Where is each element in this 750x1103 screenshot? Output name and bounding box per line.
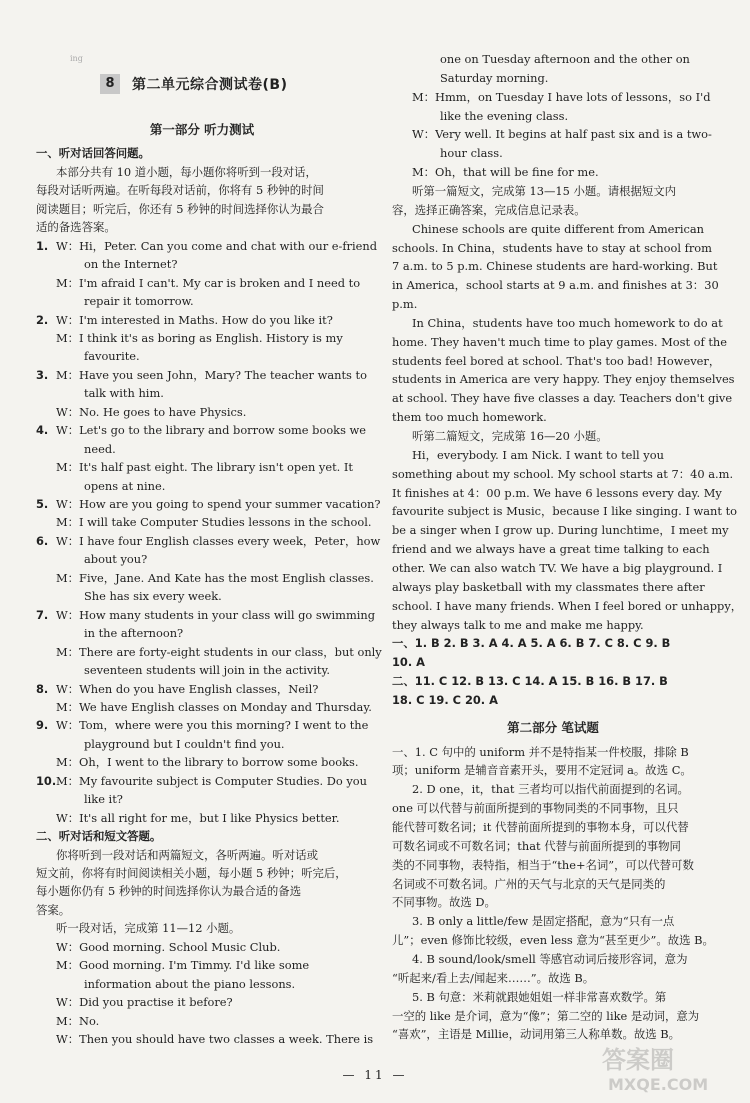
section-title: 第二部分 笔试题 <box>507 719 599 735</box>
question-line <box>36 532 380 550</box>
text-line: Hi，everybody. I am Nick. I want to tell you <box>412 447 664 462</box>
question-text: W：When do you have English classes，Neil? <box>56 681 319 696</box>
question-number: 1. <box>36 238 49 253</box>
part-heading: 二、听对话和短文答题。 <box>36 829 162 844</box>
unit-heading <box>100 74 287 94</box>
text-line: 每段对话听两遍。在听每段对话前，你将有 5 秒钟的时间 <box>36 183 324 198</box>
text-line: M：Oh，I went to the library to borrow some books. <box>56 755 359 770</box>
question-line <box>36 680 318 698</box>
text-line: 听第一篇短文，完成第 13—15 小题。请根据短文内 <box>412 183 677 198</box>
text-line: 项；uniform 是辅音音素开头，要用不定冠词 a。故选 C。 <box>392 763 692 778</box>
text-line: M：Oh，that will be fine for me. <box>412 165 599 180</box>
answer-line: 二、11. C 12. B 13. C 14. A 15. B 16. B 17. B <box>392 674 668 689</box>
question-text: W：How many students in your class will go swimming <box>56 607 376 622</box>
question-text: W：I have four English classes every week，Peter，how <box>56 533 381 548</box>
text-line: 儿”；even 修饰比较级，even less 意为“甚至更少”。故选 B。 <box>392 933 714 948</box>
text-line: something about my school. My school starts at 7：40 a.m. <box>392 466 734 481</box>
text-line: repair it tomorrow. <box>84 294 194 309</box>
text-line: “喜欢”，主语是 Millie，动词用第三人称单数。故选 B。 <box>392 1027 681 1042</box>
question-number: 2. <box>36 312 49 327</box>
text-line: 3. B only a little/few 是固定搭配，意为“只有一点 <box>412 914 675 929</box>
question-text: W：Hi，Peter. Can you come and chat with our e-friend <box>56 238 378 253</box>
text-line: M：I think it's as boring as English. History is my <box>56 330 343 345</box>
text-line: be a singer when I grow up. During lunchtime，I meet my <box>392 523 729 538</box>
text-line: school. I have many friends. When I feel bored or unhappy， <box>392 598 743 613</box>
text-line: about you? <box>84 552 148 567</box>
text-line: She has six every week. <box>84 589 222 604</box>
text-line: 每小题你仍有 5 秒钟的时间选择你认为最合适的备选 <box>36 884 302 899</box>
text-line: one on Tuesday afternoon and the other on <box>440 52 690 66</box>
question-number: 10. <box>36 773 57 788</box>
text-line: 可数名词或不可数名词；that 代替与前面所提到的事物同 <box>392 838 681 853</box>
text-line: W：It's all right for me，but I like Physics better. <box>56 810 340 825</box>
text-line: like it? <box>84 792 123 807</box>
question-text: W：How are you going to spend your summer vacation? <box>56 497 381 511</box>
text-line: favourite. <box>84 349 140 364</box>
question-line <box>36 421 366 439</box>
text-line: 适的备选答案。 <box>36 220 116 235</box>
text-line: W：Then you should have two classes a week. There is <box>56 1032 374 1047</box>
text-line: M：There are forty-eight students in our class，but only <box>56 644 382 659</box>
text-line: 7 a.m. to 5 p.m. Chinese students are hard-working. But <box>392 259 718 274</box>
text-line: M：We have English classes on Monday and Thursday. <box>56 699 372 714</box>
question-number: 9. <box>36 718 49 733</box>
text-line: 名词或不可数名词。广州的天气与北京的天气是同类的 <box>392 876 666 891</box>
text-line: schools. In China，students have to stay at school from <box>392 240 712 255</box>
text-line: W：No. He goes to have Physics. <box>56 404 247 419</box>
answer-line: 一、1. B 2. B 3. A 4. A 5. A 6. B 7. C 8. C 9. B <box>392 636 671 651</box>
question-number: 4. <box>36 423 49 438</box>
text-line: in America，school starts at 9 a.m. and finishes at 3：30 <box>392 278 719 293</box>
text-line: 一、1. C 句中的 uniform 并不是特指某一件校服，排除 B <box>392 744 689 759</box>
text-line: like the evening class. <box>440 108 569 123</box>
text-line: opens at nine. <box>84 478 166 493</box>
text-line: students feel bored at school. That's too bad! However， <box>392 353 721 368</box>
text-line: 一空的 like 是介词，意为“像”；第二空的 like 是动词，意为 <box>392 1008 700 1023</box>
corner-mark: ing <box>70 54 83 63</box>
text-line: M：Five，Jane. And Kate has the most English classes. <box>56 570 374 585</box>
text-line: p.m. <box>392 297 418 312</box>
unit-number-badge: 8 <box>100 74 120 94</box>
question-line <box>36 366 367 384</box>
question-line <box>36 495 381 513</box>
watermark-sub: MXQE.COM <box>608 1075 709 1094</box>
answer-line: 18. C 19. C 20. A <box>392 692 498 707</box>
question-number: 6. <box>36 533 49 548</box>
question-number: 5. <box>36 497 49 511</box>
text-line: M：Hmm，on Tuesday I have lots of lessons，so I'd <box>412 89 711 104</box>
text-line: talk with him. <box>84 386 164 401</box>
text-line: 你将听到一段对话和两篇短文，各听两遍。听对话或 <box>56 847 318 862</box>
text-line: 答案。 <box>36 902 71 917</box>
text-line: Saturday morning. <box>440 70 549 85</box>
text-line: W：Did you practise it before? <box>56 995 233 1010</box>
text-line: favourite subject is Music，because I like singing. I want to <box>392 504 738 519</box>
text-line: 不同事物。故选 D。 <box>392 895 496 910</box>
text-line: on the Internet? <box>84 257 178 272</box>
text-line: friend and we always have a great time talking to each <box>392 542 710 557</box>
text-line: at school. They have five classes a day. Teachers don't give <box>392 391 733 406</box>
watermark-logo <box>598 1040 728 1096</box>
question-number: 8. <box>36 681 49 696</box>
text-line: seventeen students will join in the activity. <box>84 663 331 678</box>
question-line <box>36 716 368 734</box>
text-line: M：I'm afraid I can't. My car is broken and I need to <box>56 275 361 290</box>
question-line <box>36 237 377 255</box>
page-number: — 11 — <box>342 1068 408 1082</box>
text-line: 听第二篇短文，完成第 16—20 小题。 <box>412 429 608 443</box>
text-line: always play basketball with my classmates there after <box>392 579 705 594</box>
answer-line: 10. A <box>392 655 425 670</box>
text-line: M：It's half past eight. The library isn't open yet. It <box>56 460 353 475</box>
text-line: playground but I couldn't find you. <box>84 736 285 751</box>
question-text: M：Have you seen John，Mary? The teacher wants to <box>56 367 367 382</box>
text-line: information about the piano lessons. <box>84 976 296 991</box>
question-number: 7. <box>36 607 49 622</box>
text-line: In China，students have too much homework to do at <box>412 315 723 330</box>
text-line: 5. B 句意：米莉就跟她姐姐一样非常喜欢数学。第 <box>412 989 667 1004</box>
question-number: 3. <box>36 367 49 382</box>
text-line: 能代替可数名词；it 代替前面所提到的事物本身，可以代替 <box>392 820 689 834</box>
part-heading: 一、听对话回答问题。 <box>36 146 150 161</box>
text-line: 本部分共有 10 道小题，每小题你将听到一段对话， <box>56 164 317 179</box>
text-line: It finishes at 4：00 p.m. We have 6 lessons every day. My <box>392 485 722 500</box>
question-text: M：My favourite subject is Computer Studies. Do you <box>56 773 367 788</box>
text-line: one 可以代替与前面所提到的事物同类的不同事物，且只 <box>392 801 679 816</box>
text-line: in the afternoon? <box>84 626 184 641</box>
text-line: 短文前，你将有时间阅读相关小题，每小题 5 秒钟；听完后， <box>36 866 347 880</box>
text-line: W：Very well. It begins at half past six and is a two- <box>412 127 712 142</box>
unit-title: 第二单元综合测试卷(B) <box>132 77 288 93</box>
question-line <box>36 311 333 329</box>
text-line: them too much homework. <box>392 410 547 425</box>
text-line: 阅读题目；听完后，你还有 5 秒钟的时间选择你认为最合 <box>36 201 324 216</box>
text-line: 类的不同事物，表特指，相当于“the+名词”，可以代替可数 <box>392 857 694 872</box>
question-text: W：I'm interested in Maths. How do you like it? <box>56 312 333 327</box>
text-line: 容，选择正确答案，完成信息记录表。 <box>392 202 586 217</box>
text-line: “听起来/看上去/闻起来……”。故选 B。 <box>392 970 595 985</box>
question-text: W：Let's go to the library and borrow some books we <box>56 423 367 438</box>
text-line: they always talk to me and make me happy. <box>392 617 644 632</box>
text-line: W：Good morning. School Music Club. <box>56 939 281 954</box>
question-line <box>36 606 375 624</box>
text-line: students in America are very happy. They enjoy themselves <box>392 372 735 387</box>
question-line <box>36 772 367 790</box>
text-line: M：No. <box>56 1013 100 1028</box>
text-line: home. They haven't much time to play games. Most of the <box>392 334 727 349</box>
text-line: hour class. <box>440 146 503 161</box>
text-line: Chinese schools are quite different from American <box>412 221 704 236</box>
text-line: 听一段对话，完成第 11—12 小题。 <box>56 921 241 936</box>
text-line: other. We can also watch TV. We have a big playground. I <box>392 560 723 575</box>
text-line: 2. D one，it，that 三者均可以指代前面提到的名词。 <box>412 782 689 797</box>
text-line: 4. B sound/look/smell 等感官动词后接形容词，意为 <box>412 951 688 966</box>
text-line: M：Good morning. I'm Timmy. I'd like some <box>56 958 310 973</box>
text-line: need. <box>84 441 116 456</box>
section-title: 第一部分 听力测试 <box>149 122 255 137</box>
question-text: W：Tom，where were you this morning? I went to the <box>56 718 369 733</box>
watermark-text: 答案圈 <box>602 1046 674 1074</box>
text-line: M：I will take Computer Studies lessons in the school. <box>56 515 372 530</box>
